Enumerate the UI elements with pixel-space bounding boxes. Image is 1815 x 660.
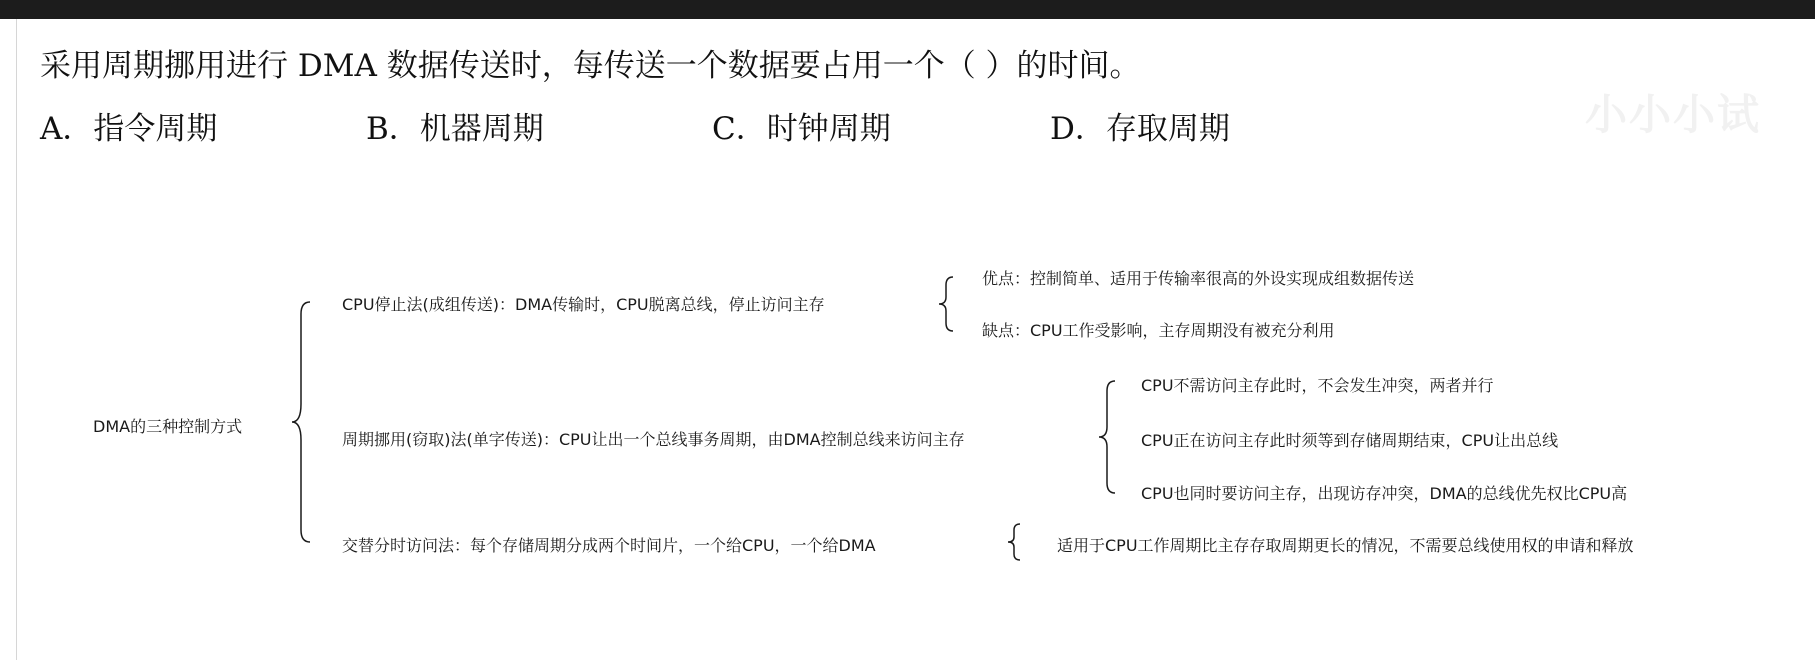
cycle-stealing-case-2: CPU正在访问主存此时须等到存储周期结束，CPU让出总线: [1141, 431, 1559, 450]
method-alternating-brace: [1005, 522, 1023, 562]
root-brace: [290, 300, 314, 544]
method-alternating: 交替分时访问法：每个存储周期分成两个时间片，一个给CPU，一个给DMA: [342, 536, 876, 555]
option-a: A．指令周期: [40, 111, 218, 147]
alternating-detail: 适用于CPU工作周期比主存存取周期更长的情况，不需要总线使用权的申请和释放: [1057, 536, 1634, 555]
watermark: 小小小试: [1585, 90, 1762, 139]
option-d: D．存取周期: [1050, 111, 1230, 147]
cycle-stealing-case-1: CPU不需访问主存此时，不会发生冲突，两者并行: [1141, 376, 1494, 395]
method-cycle-stealing: 周期挪用(窃取)法(单字传送)：CPU让出一个总线事务周期，由DMA控制总线来访问主存: [342, 430, 965, 449]
method-cpu-stop-brace: [936, 275, 956, 333]
option-b: B．机器周期: [366, 111, 544, 147]
cpu-stop-disadvantage: 缺点：CPU工作受影响，主存周期没有被充分利用: [982, 321, 1335, 340]
method-cpu-stop: CPU停止法(成组传送)：DMA传输时，CPU脱离总线，停止访问主存: [342, 295, 825, 314]
method-cycle-stealing-brace: [1096, 379, 1118, 495]
root-node: DMA的三种控制方式: [93, 417, 243, 436]
left-border: [16, 19, 17, 660]
option-c: C．时钟周期: [712, 111, 891, 147]
cpu-stop-advantage: 优点：控制简单、适用于传输率很高的外设实现成组数据传送: [982, 269, 1415, 288]
top-bar: [0, 0, 1815, 19]
cycle-stealing-case-3: CPU也同时要访问主存，出现访存冲突，DMA的总线优先权比CPU高: [1141, 484, 1628, 503]
question-stem: 采用周期挪用进行 DMA 数据传送时，每传送一个数据要占用一个（ ）的时间。: [40, 48, 1141, 84]
